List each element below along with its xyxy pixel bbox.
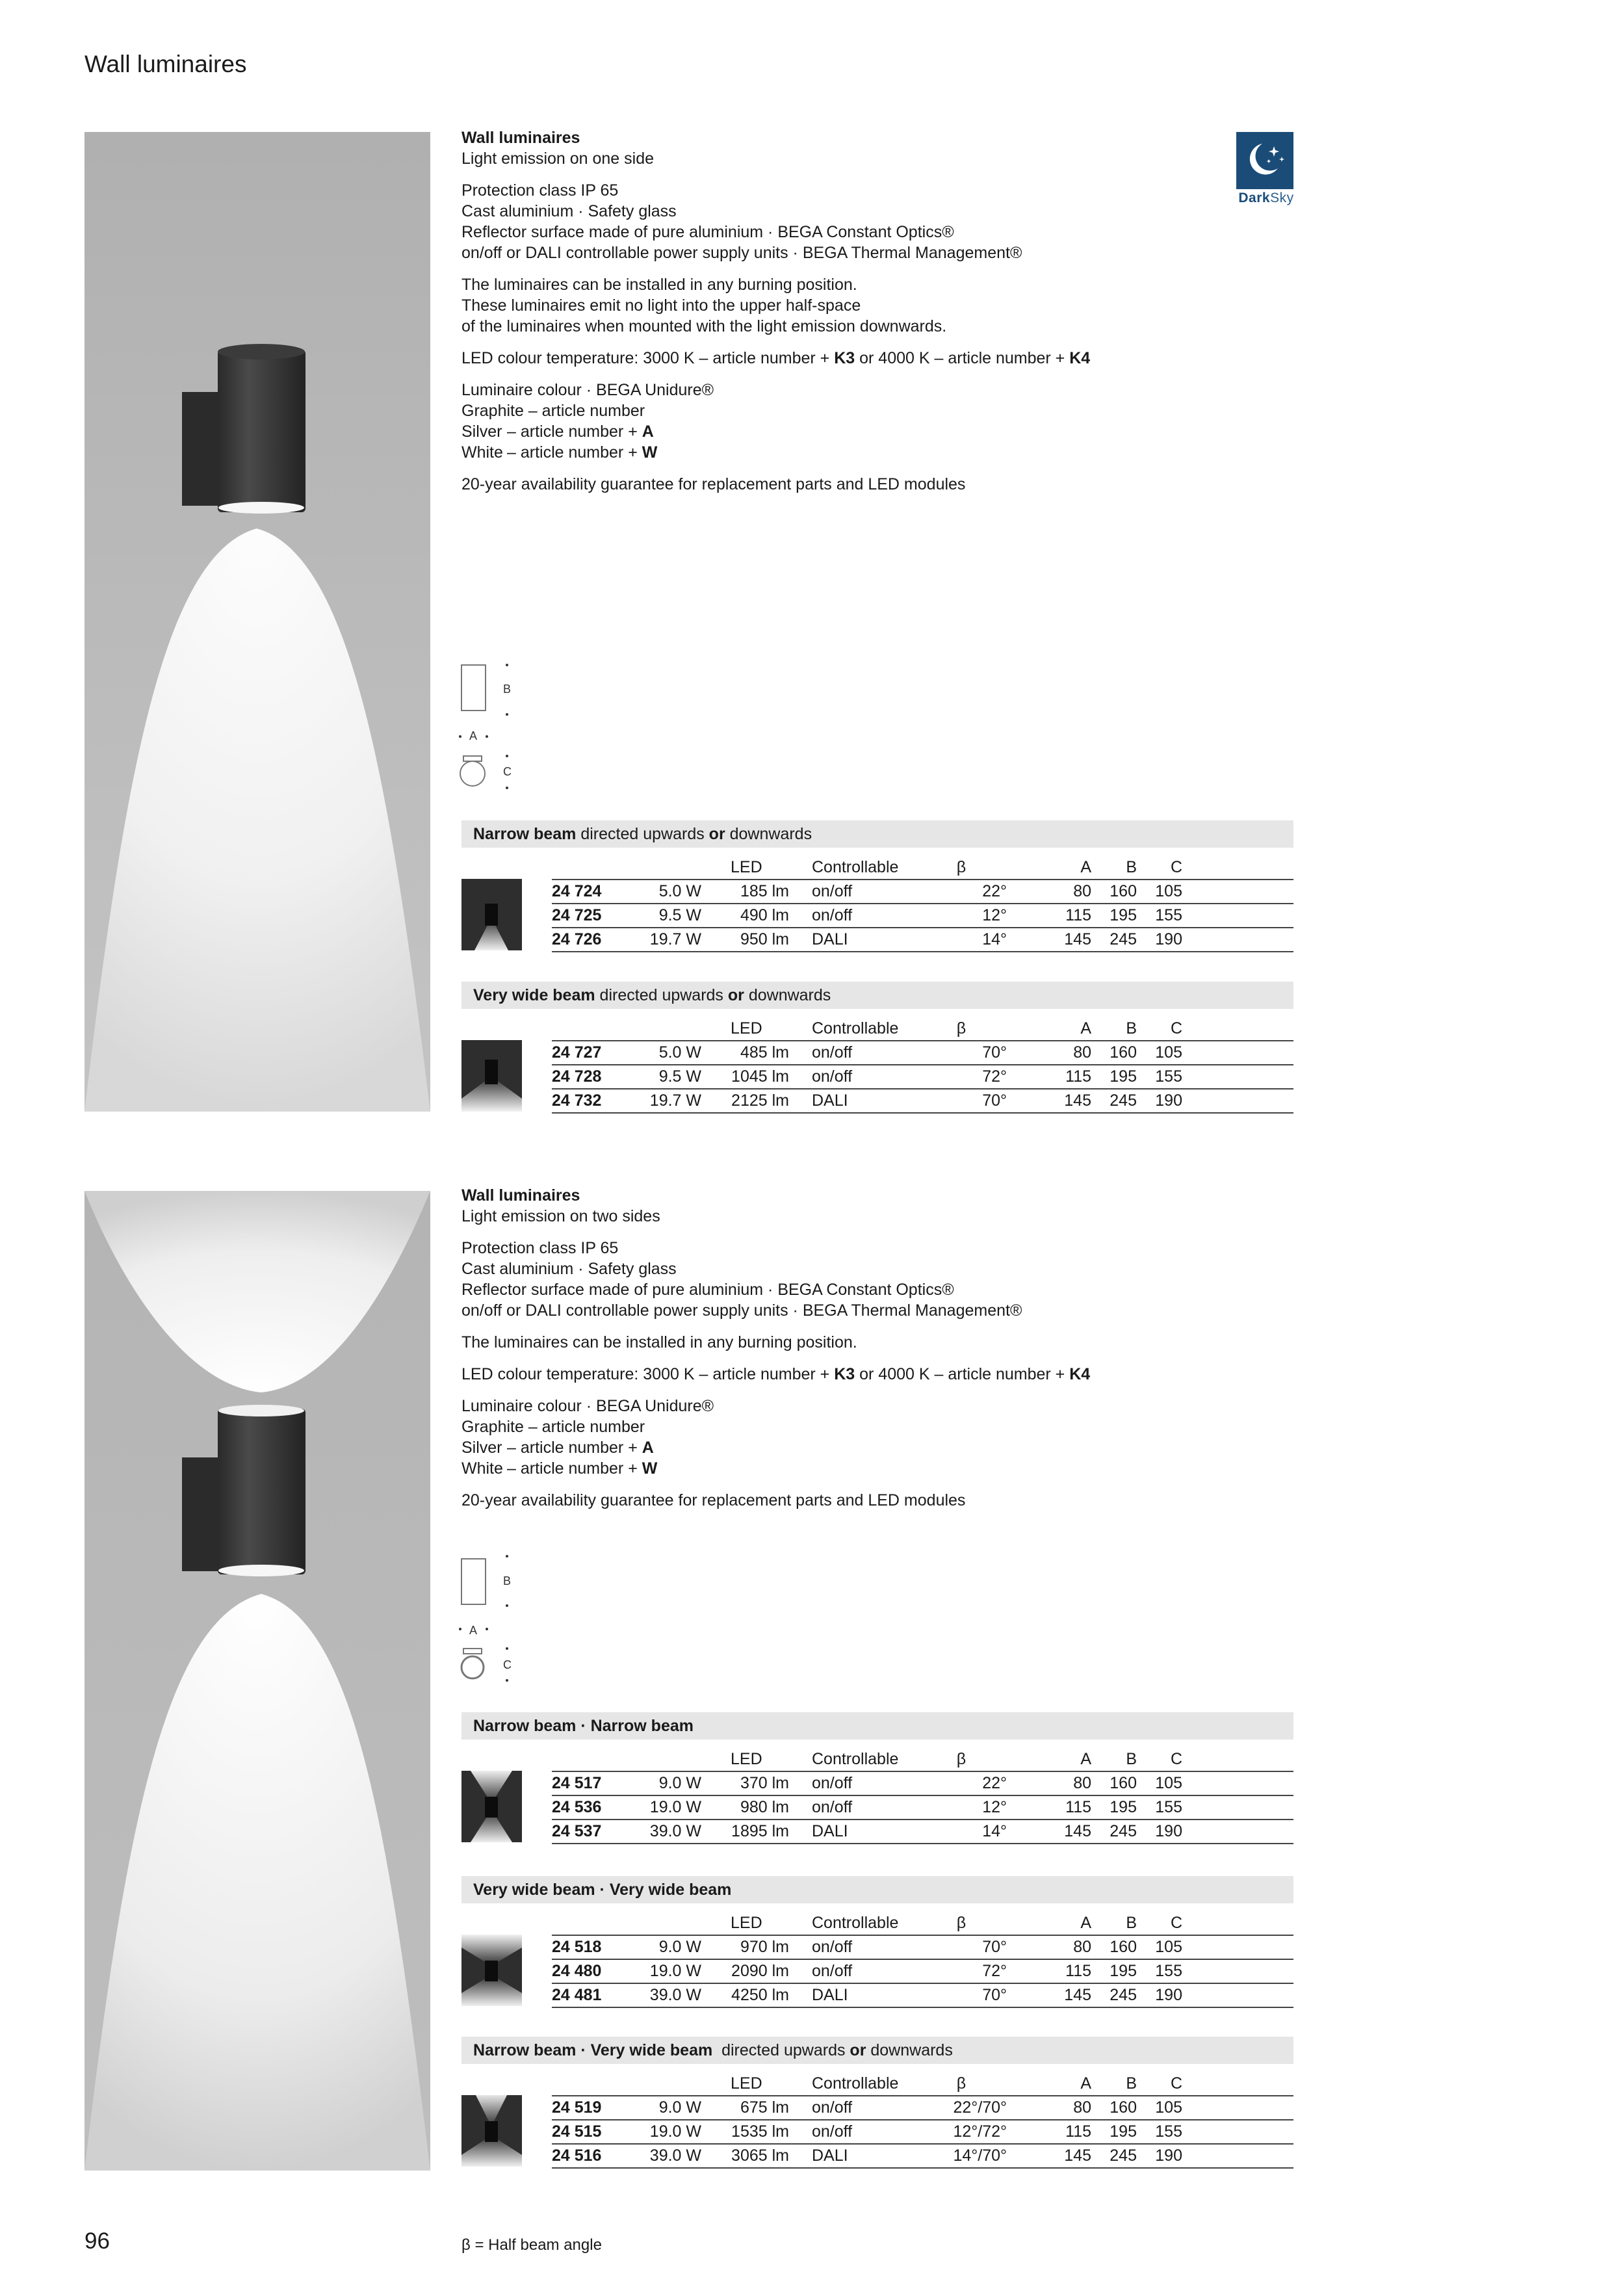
product1-colour-white-text: – article number + — [507, 443, 642, 462]
product1-title: Wall luminaires — [461, 129, 580, 147]
product1-colour-graphite: Graphite – article number — [461, 402, 645, 420]
row-spacer — [1182, 1041, 1293, 1065]
led-temp-k4: K4 — [1069, 1365, 1091, 1383]
thumbnail-verywide-verywide — [461, 1935, 522, 2006]
dimension-a: 145 — [1007, 928, 1091, 952]
controllable: DALI — [789, 2144, 916, 2168]
beam-angle: 14°/70° — [916, 2144, 1007, 2168]
section-title-or: or — [850, 2041, 866, 2059]
article-number: 24 732 — [552, 1089, 636, 1113]
wattage: 9.0 W — [636, 2096, 701, 2120]
table-row — [552, 1983, 1293, 2007]
dimension-c: 105 — [1137, 2096, 1182, 2120]
column-header-controllable: Controllable — [812, 2074, 899, 2093]
dimension-b: 245 — [1091, 2144, 1137, 2168]
section-narrow-narrow — [461, 1712, 1293, 1740]
row-spacer — [1182, 904, 1293, 928]
table-row — [552, 880, 1293, 904]
product1-led-temp — [461, 348, 1293, 369]
dimension-a: 115 — [1007, 904, 1091, 928]
column-header-c: C — [1170, 2074, 1182, 2093]
product1-install-1: The luminaires can be installed in any burning position. — [461, 276, 857, 294]
lumen: 1895 lm — [701, 1820, 789, 1844]
dimension-c: 190 — [1137, 1089, 1182, 1113]
product1-colour-white-label: White — [461, 443, 503, 462]
dimension-c: 155 — [1137, 904, 1182, 928]
dimension-c: 155 — [1137, 1065, 1182, 1089]
section-title-bold: Very wide beam · Very wide beam — [473, 1881, 732, 1899]
product2-spec-2: Cast aluminium · Safety glass — [461, 1260, 677, 1278]
beam-angle: 22° — [916, 880, 1007, 904]
product2-colour-white-text: – article number + — [507, 1459, 642, 1478]
column-header-a: A — [1080, 2074, 1091, 2093]
wattage: 19.7 W — [636, 928, 701, 952]
dimension-a: 80 — [1007, 1771, 1091, 1795]
lumen: 950 lm — [701, 928, 789, 952]
product1-colour-white-code: W — [642, 443, 658, 462]
row-spacer — [1182, 1959, 1293, 1983]
dimension-a: 145 — [1007, 1983, 1091, 2007]
controllable: on/off — [789, 2120, 916, 2144]
article-number: 24 516 — [552, 2144, 636, 2168]
wattage: 39.0 W — [636, 1820, 701, 1844]
product2-spec-3: Reflector surface made of pure aluminium · BEGA Constant Optics® — [461, 1281, 954, 1299]
dimension-c: 190 — [1137, 2144, 1182, 2168]
dimension-label-c: C — [503, 765, 512, 778]
column-header-controllable: Controllable — [812, 857, 899, 876]
dimension-b: 195 — [1091, 1795, 1137, 1820]
beam-angle: 12° — [916, 1795, 1007, 1820]
dimension-b: 195 — [1091, 1959, 1137, 1983]
column-header-b: B — [1126, 2074, 1137, 2093]
row-spacer — [1182, 1089, 1293, 1113]
product2-install-1: The luminaires can be installed in any burning position. — [461, 1333, 857, 1351]
lumen: 980 lm — [701, 1795, 789, 1820]
dimension-c: 190 — [1137, 1983, 1182, 2007]
thumbnail-narrow-beam — [461, 879, 522, 950]
dimension-b: 245 — [1091, 1820, 1137, 1844]
beam-angle: 12° — [916, 904, 1007, 928]
column-header-controllable: Controllable — [812, 1019, 899, 1037]
spec-table-verywide-verywide — [552, 1911, 1293, 2008]
controllable: on/off — [789, 1795, 916, 1820]
dimension-c: 190 — [1137, 1820, 1182, 1844]
led-temp-prefix: LED colour temperature: 3000 K – article number + — [461, 349, 835, 367]
section-title-mid: directed upwards — [576, 825, 709, 843]
article-number: 24 727 — [552, 1041, 636, 1065]
dimension-label-a-2: A — [469, 1624, 478, 1637]
page-header: Wall luminaires — [84, 51, 247, 77]
controllable: on/off — [789, 880, 916, 904]
lumen: 1535 lm — [701, 2120, 789, 2144]
dimension-c: 155 — [1137, 1795, 1182, 1820]
table-row — [552, 904, 1293, 928]
article-number: 24 536 — [552, 1795, 636, 1820]
footnote-beta: β = Half beam angle — [461, 2236, 602, 2254]
section-title-bold: Narrow beam — [473, 825, 577, 843]
lumen: 490 lm — [701, 904, 789, 928]
dimension-b: 245 — [1091, 928, 1137, 952]
column-header-b: B — [1126, 1749, 1137, 1768]
dimension-a: 115 — [1007, 1065, 1091, 1089]
dimension-b: 160 — [1091, 880, 1137, 904]
product1-description — [461, 127, 1293, 506]
table-row — [552, 1771, 1293, 1795]
product2-spec-1: Protection class IP 65 — [461, 1239, 619, 1257]
section-title-mid: directed upwards — [595, 986, 728, 1004]
product1-subtitle: Light emission on one side — [461, 150, 655, 168]
dimension-b: 160 — [1091, 1935, 1137, 1959]
product2-guarantee: 20-year availability guarantee for replacement parts and LED modules — [461, 1491, 966, 1509]
dimension-label-a: A — [469, 729, 478, 742]
table-row — [552, 1795, 1293, 1820]
column-header-a: A — [1080, 1019, 1091, 1037]
article-number: 24 517 — [552, 1771, 636, 1795]
product2-colour-white-code: W — [642, 1459, 658, 1478]
column-header-beta: β — [956, 1019, 967, 1037]
controllable: on/off — [789, 1041, 916, 1065]
led-temp-k3: K3 — [834, 1365, 855, 1383]
column-header-a: A — [1080, 1749, 1091, 1768]
article-number: 24 518 — [552, 1935, 636, 1959]
wattage: 5.0 W — [636, 1041, 701, 1065]
product2-spec-4: on/off or DALI controllable power supply units · BEGA Thermal Management® — [461, 1301, 1022, 1320]
product2-title: Wall luminaires — [461, 1186, 580, 1205]
product2-colour-heading: Luminaire colour · BEGA Unidure® — [461, 1397, 714, 1415]
led-temp-k3: K3 — [834, 349, 855, 367]
controllable: on/off — [789, 1065, 916, 1089]
column-header-led: LED — [731, 1913, 762, 1932]
controllable: DALI — [789, 1820, 916, 1844]
section-title-bold: Narrow beam · Very wide beam — [473, 2041, 713, 2059]
dimension-b: 160 — [1091, 2096, 1137, 2120]
product-photo-one-side — [84, 132, 430, 1112]
dimension-a: 115 — [1007, 1795, 1091, 1820]
product1-colour-silver-label: Silver — [461, 423, 502, 441]
column-header-c: C — [1170, 1019, 1182, 1037]
wattage: 9.0 W — [636, 1935, 701, 1959]
led-temp-middle: or 4000 K – article number + — [855, 1365, 1070, 1383]
article-number: 24 480 — [552, 1959, 636, 1983]
row-spacer — [1182, 1935, 1293, 1959]
column-header-led: LED — [731, 1749, 762, 1768]
table-row — [552, 1820, 1293, 1844]
dimension-c: 155 — [1137, 2120, 1182, 2144]
article-number: 24 515 — [552, 2120, 636, 2144]
row-spacer — [1182, 1065, 1293, 1089]
section-title-end: downwards — [866, 2041, 953, 2059]
column-header-controllable: Controllable — [812, 1749, 899, 1768]
table-row — [552, 928, 1293, 952]
lumen: 675 lm — [701, 2096, 789, 2120]
thumbnail-very-wide-beam — [461, 1040, 522, 1112]
beam-angle: 22°/70° — [916, 2096, 1007, 2120]
dimension-b: 160 — [1091, 1771, 1137, 1795]
row-spacer — [1182, 1771, 1293, 1795]
table-row — [552, 2144, 1293, 2168]
controllable: on/off — [789, 1935, 916, 1959]
wattage: 19.7 W — [636, 1089, 701, 1113]
article-number: 24 726 — [552, 928, 636, 952]
product1-spec-2: Cast aluminium · Safety glass — [461, 202, 677, 220]
table-row — [552, 2096, 1293, 2120]
row-spacer — [1182, 2096, 1293, 2120]
dimension-a: 80 — [1007, 880, 1091, 904]
product1-colour-heading: Luminaire colour · BEGA Unidure® — [461, 381, 714, 399]
controllable: DALI — [789, 1983, 916, 2007]
spec-table-narrow-narrow — [552, 1747, 1293, 1844]
page-number: 96 — [84, 2228, 110, 2254]
dimension-b: 195 — [1091, 2120, 1137, 2144]
dimension-a: 115 — [1007, 1959, 1091, 1983]
product2-subtitle: Light emission on two sides — [461, 1207, 660, 1225]
spec-table-narrow-verywide — [552, 2072, 1293, 2169]
lumen: 485 lm — [701, 1041, 789, 1065]
section-title-mid: directed upwards — [712, 2041, 850, 2059]
led-temp-k4: K4 — [1069, 349, 1091, 367]
dimension-a: 145 — [1007, 1089, 1091, 1113]
section-title-bold: Very wide beam — [473, 986, 595, 1004]
controllable: on/off — [789, 1771, 916, 1795]
table-row — [552, 1935, 1293, 1959]
product2-colour-graphite: Graphite – article number — [461, 1418, 645, 1436]
product2-colour-white-label: White — [461, 1459, 503, 1478]
article-number: 24 481 — [552, 1983, 636, 2007]
column-header-beta: β — [956, 1913, 967, 1932]
row-spacer — [1182, 1820, 1293, 1844]
dimension-b: 160 — [1091, 1041, 1137, 1065]
wattage: 19.0 W — [636, 1959, 701, 1983]
beam-angle: 70° — [916, 1935, 1007, 1959]
row-spacer — [1182, 2120, 1293, 2144]
dimension-a: 80 — [1007, 1935, 1091, 1959]
darksky-brand-rest: Sky — [1270, 190, 1294, 205]
product2-colour-silver-label: Silver — [461, 1439, 502, 1457]
column-header-c: C — [1170, 1913, 1182, 1932]
beam-angle: 70° — [916, 1983, 1007, 2007]
article-number: 24 728 — [552, 1065, 636, 1089]
section-very-wide-beam — [461, 982, 1293, 1009]
dimension-a: 145 — [1007, 2144, 1091, 2168]
section-narrow-beam — [461, 820, 1293, 848]
controllable: DALI — [789, 928, 916, 952]
beam-angle: 72° — [916, 1065, 1007, 1089]
column-header-beta: β — [956, 2074, 967, 2093]
table-row — [552, 1065, 1293, 1089]
column-header-c: C — [1170, 1749, 1182, 1768]
section-narrow-verywide — [461, 2037, 1293, 2064]
table-row — [552, 1041, 1293, 1065]
controllable: DALI — [789, 1089, 916, 1113]
wattage: 5.0 W — [636, 880, 701, 904]
dimension-label-c-2: C — [503, 1658, 512, 1671]
beam-angle: 22° — [916, 1771, 1007, 1795]
section-title-or: or — [708, 825, 725, 843]
lumen: 3065 lm — [701, 2144, 789, 2168]
dimension-c: 190 — [1137, 928, 1182, 952]
table-row — [552, 2120, 1293, 2144]
wattage: 39.0 W — [636, 1983, 701, 2007]
wattage: 19.0 W — [636, 2120, 701, 2144]
article-number: 24 537 — [552, 1820, 636, 1844]
column-header-beta: β — [956, 857, 967, 876]
dimension-b: 195 — [1091, 904, 1137, 928]
spec-table-very-wide-beam — [552, 1017, 1293, 1114]
lumen: 1045 lm — [701, 1065, 789, 1089]
wattage: 9.5 W — [636, 904, 701, 928]
dimension-c: 105 — [1137, 1041, 1182, 1065]
product1-spec-4: on/off or DALI controllable power supply units · BEGA Thermal Management® — [461, 244, 1022, 262]
dimension-b: 195 — [1091, 1065, 1137, 1089]
spec-table-narrow-beam — [552, 855, 1293, 952]
product1-install-3: of the luminaires when mounted with the light emission downwards. — [461, 317, 947, 335]
lumen: 4250 lm — [701, 1983, 789, 2007]
controllable: on/off — [789, 1959, 916, 1983]
dimension-label-b: B — [503, 683, 512, 696]
lumen: 2090 lm — [701, 1959, 789, 1983]
led-temp-prefix: LED colour temperature: 3000 K – article number + — [461, 1365, 835, 1383]
column-header-c: C — [1170, 857, 1182, 876]
product2-colour-silver-text: – article number + — [507, 1439, 642, 1457]
dimension-a: 80 — [1007, 1041, 1091, 1065]
column-header-b: B — [1126, 1019, 1137, 1037]
beam-angle: 14° — [916, 1820, 1007, 1844]
section-title-end: downwards — [744, 986, 831, 1004]
lumen: 370 lm — [701, 1771, 789, 1795]
lumen: 2125 lm — [701, 1089, 789, 1113]
controllable: on/off — [789, 2096, 916, 2120]
article-number: 24 519 — [552, 2096, 636, 2120]
lumen: 185 lm — [701, 880, 789, 904]
product2-led-temp — [461, 1364, 1293, 1385]
product1-spec-3: Reflector surface made of pure aluminium · BEGA Constant Optics® — [461, 223, 954, 241]
column-header-a: A — [1080, 1913, 1091, 1932]
wattage: 9.0 W — [636, 1771, 701, 1795]
section-title-or: or — [727, 986, 744, 1004]
column-header-b: B — [1126, 857, 1137, 876]
dimension-b: 245 — [1091, 1983, 1137, 2007]
wattage: 39.0 W — [636, 2144, 701, 2168]
dimension-a: 80 — [1007, 2096, 1091, 2120]
led-temp-middle: or 4000 K – article number + — [855, 349, 1070, 367]
beam-angle: 14° — [916, 928, 1007, 952]
beam-angle: 72° — [916, 1959, 1007, 1983]
dimension-a: 115 — [1007, 2120, 1091, 2144]
dimension-b: 245 — [1091, 1089, 1137, 1113]
product1-colour-silver-text: – article number + — [507, 423, 642, 441]
beam-angle: 70° — [916, 1041, 1007, 1065]
wattage: 19.0 W — [636, 1795, 701, 1820]
dimension-c: 105 — [1137, 1771, 1182, 1795]
column-header-beta: β — [956, 1749, 967, 1768]
thumbnail-narrow-verywide — [461, 2095, 522, 2167]
dimension-label-b-2: B — [503, 1574, 512, 1587]
table-row — [552, 1089, 1293, 1113]
column-header-controllable: Controllable — [812, 1913, 899, 1932]
column-header-b: B — [1126, 1913, 1137, 1932]
beam-angle: 12°/72° — [916, 2120, 1007, 2144]
darksky-brand-bold: Dark — [1238, 190, 1271, 205]
wattage: 9.5 W — [636, 1065, 701, 1089]
row-spacer — [1182, 880, 1293, 904]
column-header-a: A — [1080, 857, 1091, 876]
dimension-a: 145 — [1007, 1820, 1091, 1844]
article-number: 24 725 — [552, 904, 636, 928]
product1-colour-silver-code: A — [642, 423, 654, 441]
column-header-led: LED — [731, 1019, 762, 1037]
row-spacer — [1182, 1795, 1293, 1820]
row-spacer — [1182, 928, 1293, 952]
dimension-c: 155 — [1137, 1959, 1182, 1983]
article-number: 24 724 — [552, 880, 636, 904]
product-photo-two-sides — [84, 1191, 430, 2171]
dimension-c: 105 — [1137, 880, 1182, 904]
section-verywide-verywide — [461, 1876, 1293, 1903]
product1-install-2: These luminaires emit no light into the upper half-space — [461, 296, 861, 315]
column-header-led: LED — [731, 857, 762, 876]
thumbnail-narrow-narrow — [461, 1771, 522, 1842]
row-spacer — [1182, 2144, 1293, 2168]
beam-angle: 70° — [916, 1089, 1007, 1113]
section-title-end: downwards — [725, 825, 812, 843]
product1-spec-1: Protection class IP 65 — [461, 181, 619, 200]
row-spacer — [1182, 1983, 1293, 2007]
controllable: on/off — [789, 904, 916, 928]
dimension-c: 105 — [1137, 1935, 1182, 1959]
product1-guarantee: 20-year availability guarantee for replacement parts and LED modules — [461, 475, 966, 493]
product2-description — [461, 1185, 1293, 1522]
section-title-bold: Narrow beam · Narrow beam — [473, 1717, 694, 1735]
column-header-led: LED — [731, 2074, 762, 2093]
product2-colour-silver-code: A — [642, 1439, 654, 1457]
lumen: 970 lm — [701, 1935, 789, 1959]
table-row — [552, 1959, 1293, 1983]
